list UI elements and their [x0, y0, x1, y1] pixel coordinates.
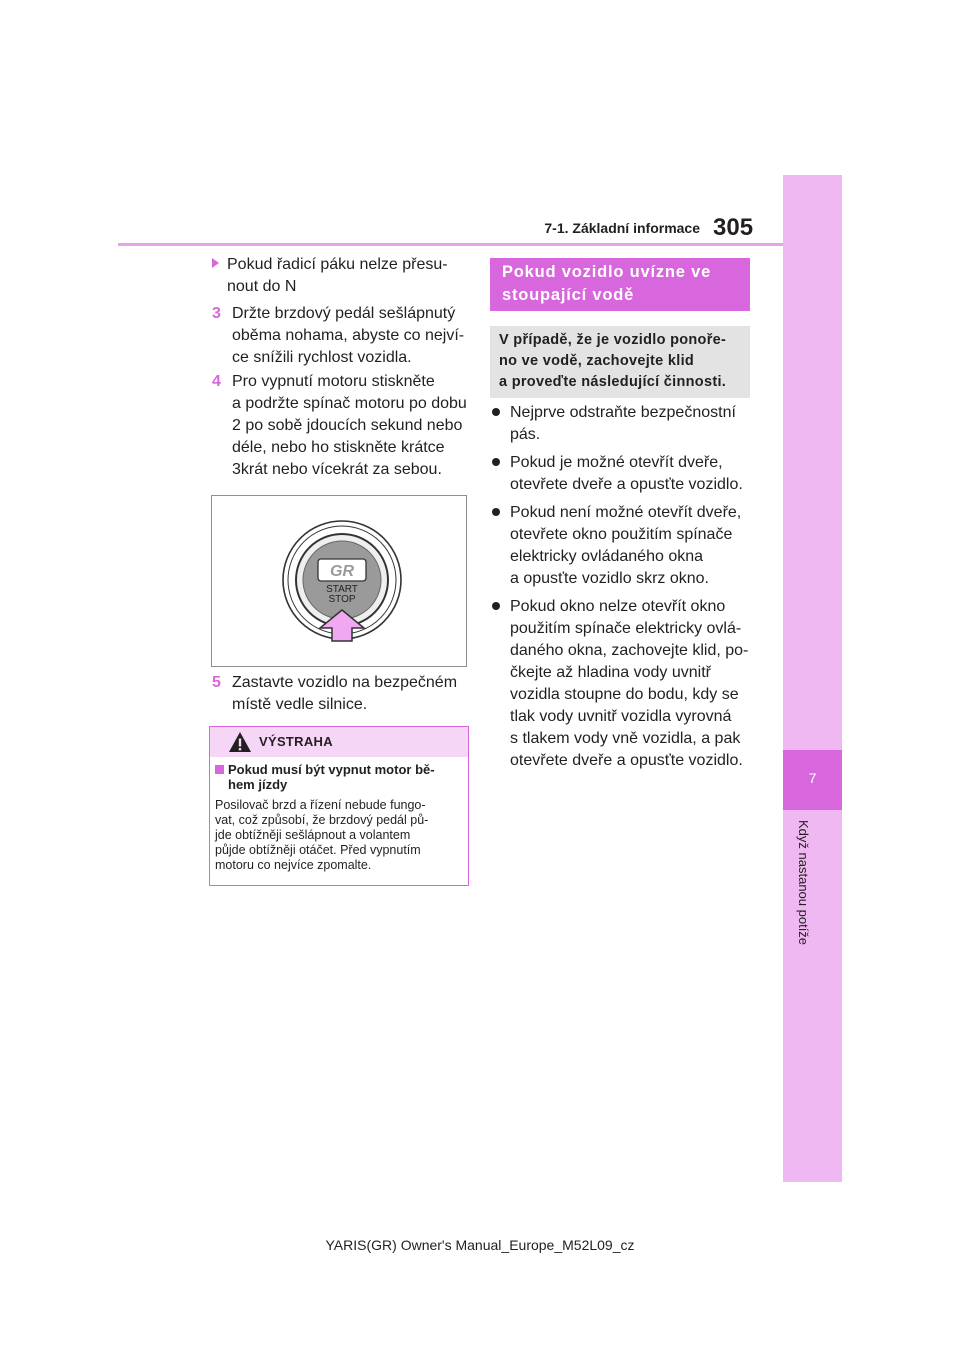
list-item-text: Pokud je možné otevřít dveře, otevřete dveře a opusťte vozidlo.	[510, 454, 743, 493]
chapter-number: 7	[808, 770, 817, 786]
warning-title: VÝSTRAHA	[259, 734, 333, 749]
bullet-icon	[492, 602, 500, 610]
step-5	[212, 672, 474, 716]
bullet-icon	[492, 408, 500, 416]
header-rule	[118, 243, 783, 246]
page-number: 305	[713, 214, 754, 241]
step-text: Zastavte vozidlo na bezpečném místě vedle silnice.	[232, 674, 458, 713]
button-label-start: START	[326, 584, 358, 595]
list-item-text: Nejprve odstraňte bezpečnostní pás.	[510, 404, 736, 443]
list-item-text: Pokud není možné otevřít dveře, otevřete okno použitím spínače elektricky ovládaného okna a opusťte vozidlo skrz okno.	[510, 504, 742, 587]
intro-text: V případě, že je vozidlo ponoře- no ve vodě, zachovejte klid a proveďte následující činnosti.	[499, 332, 727, 390]
chapter-label	[791, 820, 817, 970]
step-number: 4	[212, 373, 221, 390]
section-title: 7-1. Základní informace	[544, 220, 700, 236]
sub-step	[212, 254, 472, 298]
side-tab	[783, 175, 842, 1182]
bullet-icon	[492, 458, 500, 466]
triangle-bullet-icon	[212, 258, 219, 268]
chapter-label-text: Když nastanou potíže	[796, 820, 811, 946]
warning-heading	[215, 762, 463, 792]
start-stop-button-illustration	[212, 496, 466, 666]
footer: YARIS(GR) Owner's Manual_Europe_M52L09_cz	[325, 1237, 635, 1253]
sub-step-line2: nout do N	[227, 278, 297, 295]
gr-logo-text: GR	[330, 563, 354, 580]
step-4	[212, 371, 474, 481]
bullet-list	[492, 402, 757, 772]
button-label-stop: STOP	[328, 594, 356, 605]
engine-switch-figure	[211, 495, 467, 667]
step-number: 3	[212, 305, 221, 322]
warning-body: Posilovač brzd a řízení nebude fungo- vat, což způsobí, že brzdový pedál pů- jde obtížněji sešlápnout a volantem půjde obtížněji otáčet. Před vypnutím motoru co nejvíce zpomalte.	[215, 798, 429, 872]
sub-step-line1: Pokud řadicí páku nelze přesu-	[227, 256, 448, 273]
step-3	[212, 303, 474, 369]
step-number: 5	[212, 674, 221, 691]
section-heading: Pokud vozidlo uvízne ve stoupající vodě	[502, 263, 712, 304]
list-item	[492, 402, 757, 446]
warning-triangle-icon	[228, 731, 252, 753]
step-text: Pro vypnutí motoru stiskněte a podržte spínač motoru po dobu 2 po sobě jdoucích sekund nebo déle, nebo ho stiskněte krátce 3krát nebo vícekrát za sebou.	[232, 373, 467, 478]
list-item-text: Pokud okno nelze otevřít okno použitím spínače elektricky ovlá- daného okna, zachovejte klid, po- čkejte až hladina vody uvnitř vozidla stoupne do bodu, kdy se tlak vody uvnitř vozidla vyrovná s tlakem vody vně vozidla, a pak otevřete dveře a opusťte vozidlo.	[510, 598, 749, 769]
list-item	[492, 452, 757, 496]
bullet-icon	[492, 508, 500, 516]
square-bullet-icon	[215, 765, 224, 774]
list-item	[492, 596, 757, 772]
warning-heading-text: Pokud musí být vypnut motor bě- hem jízdy	[228, 762, 435, 792]
step-text: Držte brzdový pedál sešlápnutý oběma nohama, abyste co nejví- ce snížili rychlost vozidla.	[232, 305, 465, 366]
list-item	[492, 502, 757, 590]
